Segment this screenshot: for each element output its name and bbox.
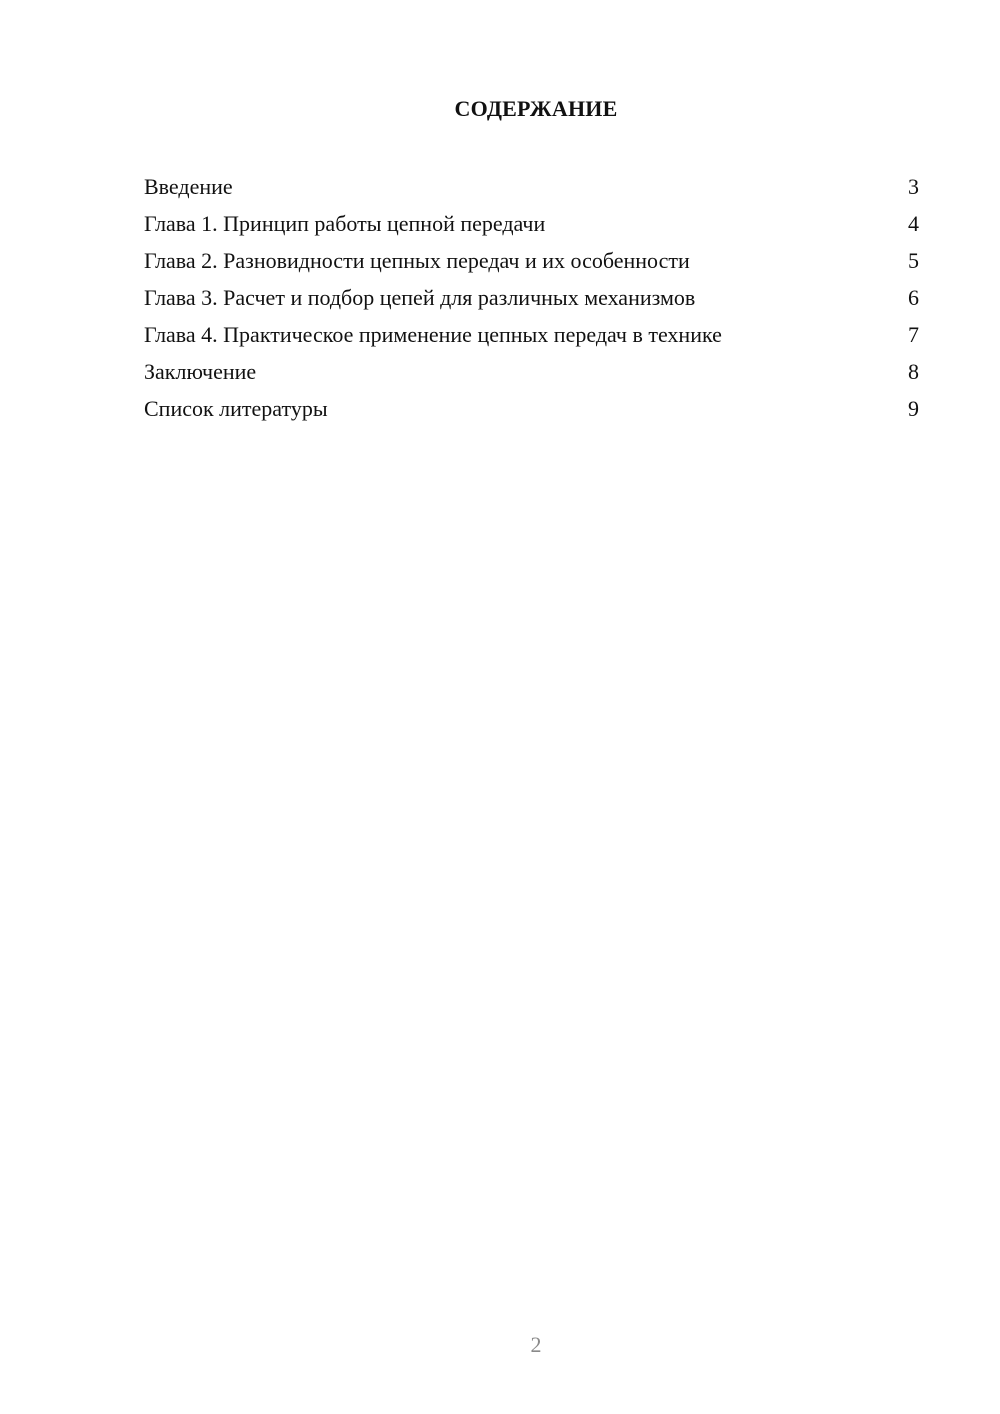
- toc-entry-label: Глава 3. Расчет и подбор цепей для различных механизмов: [144, 285, 696, 310]
- toc-entry-page: 7: [908, 322, 919, 347]
- table-of-contents: [144, 168, 919, 427]
- toc-entry-label: Глава 2. Разновидности цепных передач и их особенности: [144, 248, 690, 273]
- toc-entry-page: 3: [908, 174, 919, 199]
- toc-title: СОДЕРЖАНИЕ: [454, 96, 618, 121]
- page-number: 2: [530, 1332, 542, 1357]
- toc-entry-page: 9: [908, 396, 919, 421]
- toc-entry-page: 5: [908, 248, 919, 273]
- toc-entry-chapter-4: [144, 316, 919, 353]
- toc-entry-chapter-1: [144, 205, 919, 242]
- toc-entry-page: 4: [908, 211, 919, 236]
- toc-entry-chapter-2: [144, 242, 919, 279]
- toc-entry-label: Глава 4. Практическое применение цепных передач в технике: [144, 322, 722, 347]
- toc-entry-label: Заключение: [144, 359, 257, 384]
- toc-entry-label: Введение: [144, 174, 233, 199]
- toc-entry-page: 8: [908, 359, 919, 384]
- toc-entry-chapter-3: [144, 279, 919, 316]
- toc-entry-label: Список литературы: [144, 396, 328, 421]
- toc-entry-references: [144, 390, 919, 427]
- toc-entry-conclusion: [144, 353, 919, 390]
- toc-entry-introduction: [144, 168, 919, 205]
- toc-entry-label: Глава 1. Принцип работы цепной передачи: [144, 211, 546, 236]
- toc-entry-page: 6: [908, 285, 919, 310]
